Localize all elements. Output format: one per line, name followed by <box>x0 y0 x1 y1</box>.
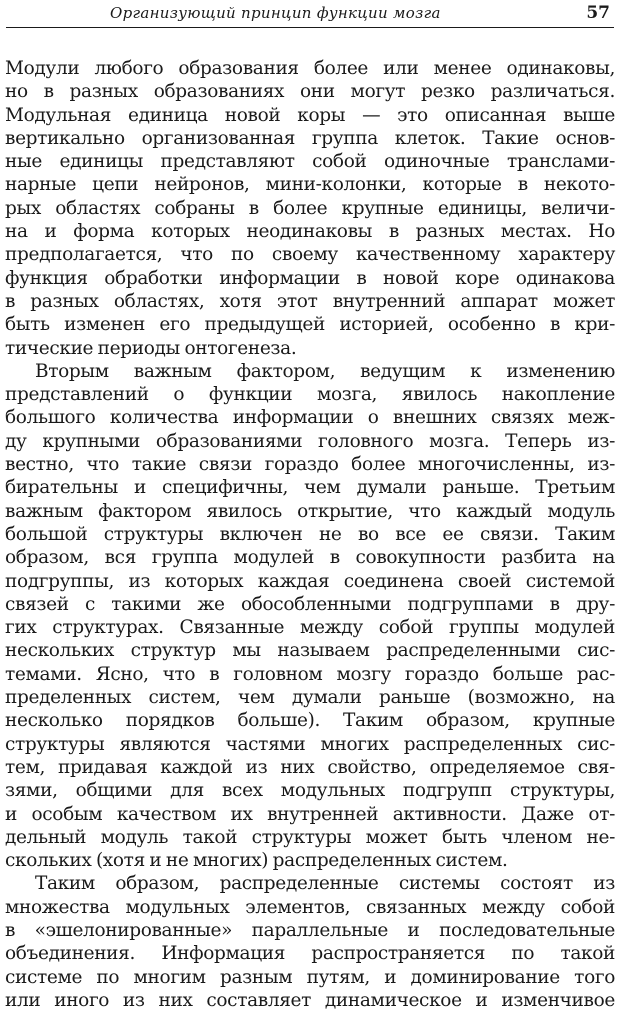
body-text <box>5 57 615 1012</box>
text-line: рых областях собраны в более крупные единицы, величи- <box>5 197 615 219</box>
paragraph-start-line: Таким образом, распределенные системы состоят из <box>35 873 615 895</box>
paragraph-end-line: скольких (хотя и не многих) распределенных систем. <box>5 850 508 872</box>
text-line: множества модульных элементов, связанных между собой <box>5 896 615 918</box>
text-line: тем, придавая каждой из них свойство, определяемое свя- <box>5 756 615 778</box>
text-line: несколько порядков больше). Таким образом, крупные <box>5 710 615 732</box>
text-line: в «эшелонированные» параллельные и последовательные <box>5 919 615 941</box>
text-line: вертикально организованная группа клеток. Такие основ- <box>5 127 615 149</box>
text-line: нарные цепи нейронов, мини-колонки, которые в некото- <box>5 174 615 196</box>
text-line: гих структурах. Связанные между собой группы модулей <box>5 617 615 639</box>
text-line: представлений о функции мозга, явилось накопление <box>5 384 615 406</box>
running-head <box>6 2 614 30</box>
text-line: объединения. Информация распространяется по такой <box>5 943 615 965</box>
text-line: образом, вся группа модулей в совокупности разбита на <box>5 547 615 569</box>
text-line: зями, общими для всех модульных подгрупп структуры, <box>5 780 615 802</box>
text-line: и особым качеством их внутренней активности. Даже от- <box>5 803 615 825</box>
text-line: Модули любого образования более или менее одинаковы, <box>5 58 615 79</box>
text-line: вестно, что такие связи гораздо более многочисленны, из- <box>5 454 615 476</box>
text-line: предполагается, что по своему качественному характеру <box>5 244 615 266</box>
text-line: в разных областях, хотя этот внутренний аппарат может <box>5 290 615 312</box>
text-line: важным фактором явилось открытие, что каждый модуль <box>5 500 615 522</box>
text-line: или иного из них составляет динамическое и изменчивое <box>5 989 615 1011</box>
text-line: быть изменен его предыдущей историей, особенно в кри- <box>5 314 615 336</box>
page-number: 57 <box>586 3 610 23</box>
text-line: пределенных систем, чем думали раньше (возможно, на <box>5 687 615 709</box>
text-line: связей с такими же обособленными подгруппами в дру- <box>5 593 615 615</box>
text-line: функция обработки информации в новой коре одинакова <box>5 267 615 289</box>
text-line: но в разных образованиях они могут резко различаться. <box>5 81 615 103</box>
text-line: Модульная единица новой коры — это описанная выше <box>5 104 615 126</box>
text-line: структуры являются частями многих распределенных сис- <box>5 733 615 755</box>
text-line: ду крупными образованиями головного мозга. Теперь из- <box>5 430 615 452</box>
text-line: большой структуры включен не во все ее связи. Таким <box>5 523 615 545</box>
text-line: системе по многим разным путям, и доминирование того <box>5 966 615 988</box>
text-line: дельный модуль такой структуры может быть членом не- <box>5 826 615 848</box>
text-line: на и форма которых неодинаковы в разных местах. Но <box>5 221 615 243</box>
text-line: темами. Ясно, что в головном мозгу гораздо больше рас- <box>5 663 615 685</box>
text-line: ные единицы представляют собой одиночные транслами- <box>5 151 615 173</box>
text-line: большого количества информации о внешних связях меж- <box>5 407 615 429</box>
running-title: Организующий принцип функции мозга <box>110 4 441 22</box>
paragraph-start-line: Вторым важным фактором, ведущим к изменению <box>35 360 615 382</box>
paragraph-end-line: тические периоды онтогенеза. <box>5 337 297 359</box>
text-line: подгруппы, из которых каждая соединена своей системой <box>5 570 615 592</box>
header-rule <box>6 27 614 28</box>
text-line: бирательны и специфичны, чем думали раньше. Третьим <box>5 477 615 499</box>
text-line: нескольких структур мы называем распределенными сис- <box>5 640 615 662</box>
